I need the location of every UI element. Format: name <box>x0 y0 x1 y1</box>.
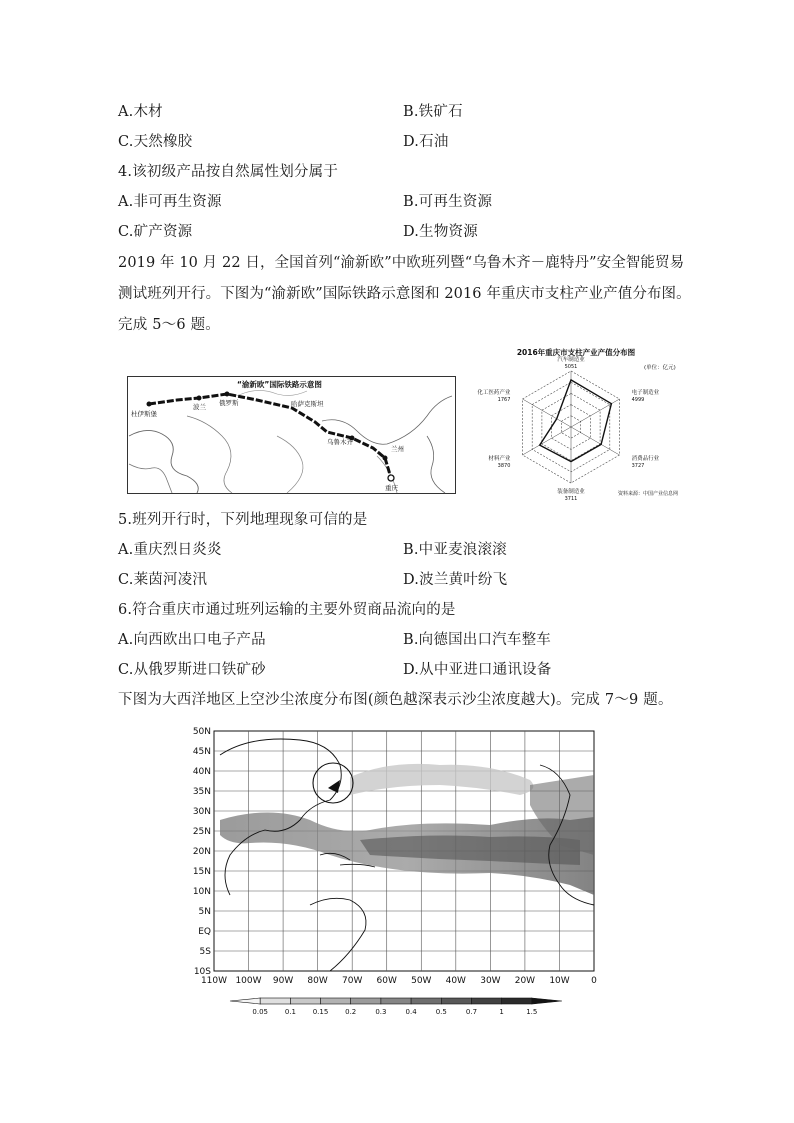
intro1-line3: 完成 5～6 题。 <box>118 317 220 333</box>
legend-value-label: 0.3 <box>375 1008 387 1016</box>
radar-value-label: 3870 <box>497 463 511 469</box>
lon-tick-label: 40W <box>445 976 466 986</box>
q5-option-a: A.重庆烈日炎炎 <box>118 542 222 558</box>
city-label: 杜伊斯堡 <box>131 410 157 418</box>
rail-map-title: “渝新欧”国际铁路示意图 <box>237 380 322 389</box>
q4-option-d: D.生物资源 <box>403 224 478 240</box>
legend-value-label: 1.5 <box>526 1008 538 1016</box>
city-label: 兰州 <box>391 445 404 453</box>
legend-value-label: 0.15 <box>312 1008 329 1016</box>
q6-stem: 6.符合重庆市通过班列运输的主要外贸商品流向的是 <box>118 602 456 618</box>
q6-option-c: C.从俄罗斯进口铁矿砂 <box>118 662 266 678</box>
q4-option-a: A.非可再生资源 <box>118 194 222 210</box>
radar-industry-label: 装备制造业 <box>557 489 585 495</box>
legend-swatch <box>230 998 260 1004</box>
legend-swatch <box>321 998 351 1004</box>
lat-tick-label: 5S <box>199 947 211 957</box>
legend-swatch <box>411 998 441 1004</box>
lat-tick-label: 45N <box>192 747 211 757</box>
q5-stem: 5.班列开行时，下列地理现象可信的是 <box>118 512 368 528</box>
radar-value-label: 3711 <box>564 496 578 501</box>
lat-tick-label: 25N <box>192 827 211 837</box>
legend-value-label: 0.2 <box>345 1008 357 1016</box>
legend-value-label: 0.4 <box>405 1008 417 1016</box>
lat-tick-label: 5N <box>198 907 211 917</box>
legend-swatch <box>532 998 562 1004</box>
radar-value-label: 4999 <box>631 397 645 403</box>
q3-option-d: D.石油 <box>403 134 449 150</box>
radar-unit: (单位：亿元) <box>644 365 676 371</box>
q4-option-b: B.可再生资源 <box>403 194 493 210</box>
legend-swatch <box>502 998 532 1004</box>
city-label: 重庆 <box>385 484 398 492</box>
radar-industry-label: 电子制造业 <box>631 390 660 396</box>
rail-map-figure <box>127 376 456 494</box>
radar-title: 2016年重庆市支柱产业产值分布图 <box>516 348 636 357</box>
lon-tick-label: 60W <box>376 976 397 986</box>
lat-tick-label: 20N <box>192 847 211 857</box>
legend-swatch <box>351 998 381 1004</box>
q6-option-a: A.向西欧出口电子产品 <box>118 632 266 648</box>
city-label: 俄罗斯 <box>219 399 239 407</box>
radar-value-label: 1767 <box>497 397 511 403</box>
q3-option-b: B.铁矿石 <box>403 104 463 120</box>
lat-tick-label: 10N <box>192 887 211 897</box>
lon-tick-label: 20W <box>514 976 536 986</box>
radar-industry-label: 汽车制造业 <box>557 357 585 363</box>
lon-tick-label: 30W <box>480 976 501 986</box>
legend-swatch <box>381 998 411 1004</box>
city-label: 乌鲁木齐 <box>327 438 353 446</box>
lon-tick-label: 50W <box>411 976 432 986</box>
intro1-line1: 2019 年 10 月 22 日，全国首列“渝新欧”中欧班列暨“乌鲁木齐－鹿特丹”安全智能贸易 <box>118 255 685 271</box>
radar-value-label: 5051 <box>564 364 578 370</box>
lon-tick-label: 80W <box>307 976 328 986</box>
legend-swatch <box>472 998 502 1004</box>
lon-tick-label: 90W <box>272 976 294 986</box>
q3-option-a: A.木材 <box>118 104 163 120</box>
radar-axis <box>523 399 572 427</box>
city-label: 波兰 <box>193 403 206 411</box>
radar-industry-label: 材料产业 <box>488 456 511 462</box>
lon-tick-label: 110W <box>200 976 228 986</box>
legend-value-label: 1 <box>499 1008 504 1016</box>
legend-swatch <box>260 998 290 1004</box>
radar-industry-label: 化工医药产业 <box>477 390 511 396</box>
lat-tick-label: 50N <box>192 727 211 737</box>
q4-option-c: C.矿产资源 <box>118 224 193 240</box>
lon-tick-label: 0 <box>591 976 597 986</box>
legend-value-label: 0.5 <box>435 1008 447 1016</box>
lon-tick-label: 100W <box>235 976 262 986</box>
radar-axis <box>571 427 620 455</box>
lon-tick-label: 10W <box>549 976 570 986</box>
q5-option-c: C.莱茵河凌汛 <box>118 572 208 588</box>
dust-map-figure <box>190 725 602 1020</box>
q4-stem: 4.该初级产品按自然属性划分属于 <box>118 164 339 180</box>
q6-option-d: D.从中亚进口通讯设备 <box>403 662 552 678</box>
radar-data-polygon <box>540 380 612 462</box>
q6-option-b: B.向德国出口汽车整车 <box>403 632 551 648</box>
lat-tick-label: 10S <box>193 967 211 977</box>
radar-axis <box>571 399 620 427</box>
legend-swatch <box>441 998 471 1004</box>
legend-value-label: 0.1 <box>284 1008 296 1016</box>
intro2: 下图为大西洋地区上空沙尘浓度分布图(颜色越深表示沙尘浓度越大)。完成 7～9 题。 <box>118 692 673 708</box>
lat-tick-label: 30N <box>192 807 211 817</box>
radar-axis <box>523 427 572 455</box>
legend-value-label: 0.7 <box>465 1008 478 1016</box>
intro1-line2: 测试班列开行。下图为“渝新欧”国际铁路示意图和 2016 年重庆市支柱产业产值分布图。 <box>118 286 691 302</box>
radar-industry-label: 消费品行业 <box>631 456 660 462</box>
q3-option-c: C.天然橡胶 <box>118 134 193 150</box>
legend-value-label: 0.05 <box>252 1008 268 1016</box>
lon-tick-label: 70W <box>342 976 363 986</box>
q5-option-b: B.中亚麦浪滚滚 <box>403 542 507 558</box>
lat-tick-label: EQ <box>198 927 211 937</box>
legend-swatch <box>290 998 320 1004</box>
radar-value-label: 3727 <box>631 463 645 469</box>
q5-option-d: D.波兰黄叶纷飞 <box>403 572 508 588</box>
radar-source: 资料来源：中国产业信息网 <box>618 491 679 497</box>
lat-tick-label: 15N <box>192 867 211 877</box>
radar-chart-figure <box>466 343 686 501</box>
lat-tick-label: 40N <box>192 767 211 777</box>
lat-tick-label: 35N <box>192 787 211 797</box>
city-label: 哈萨克斯坦 <box>291 400 324 408</box>
